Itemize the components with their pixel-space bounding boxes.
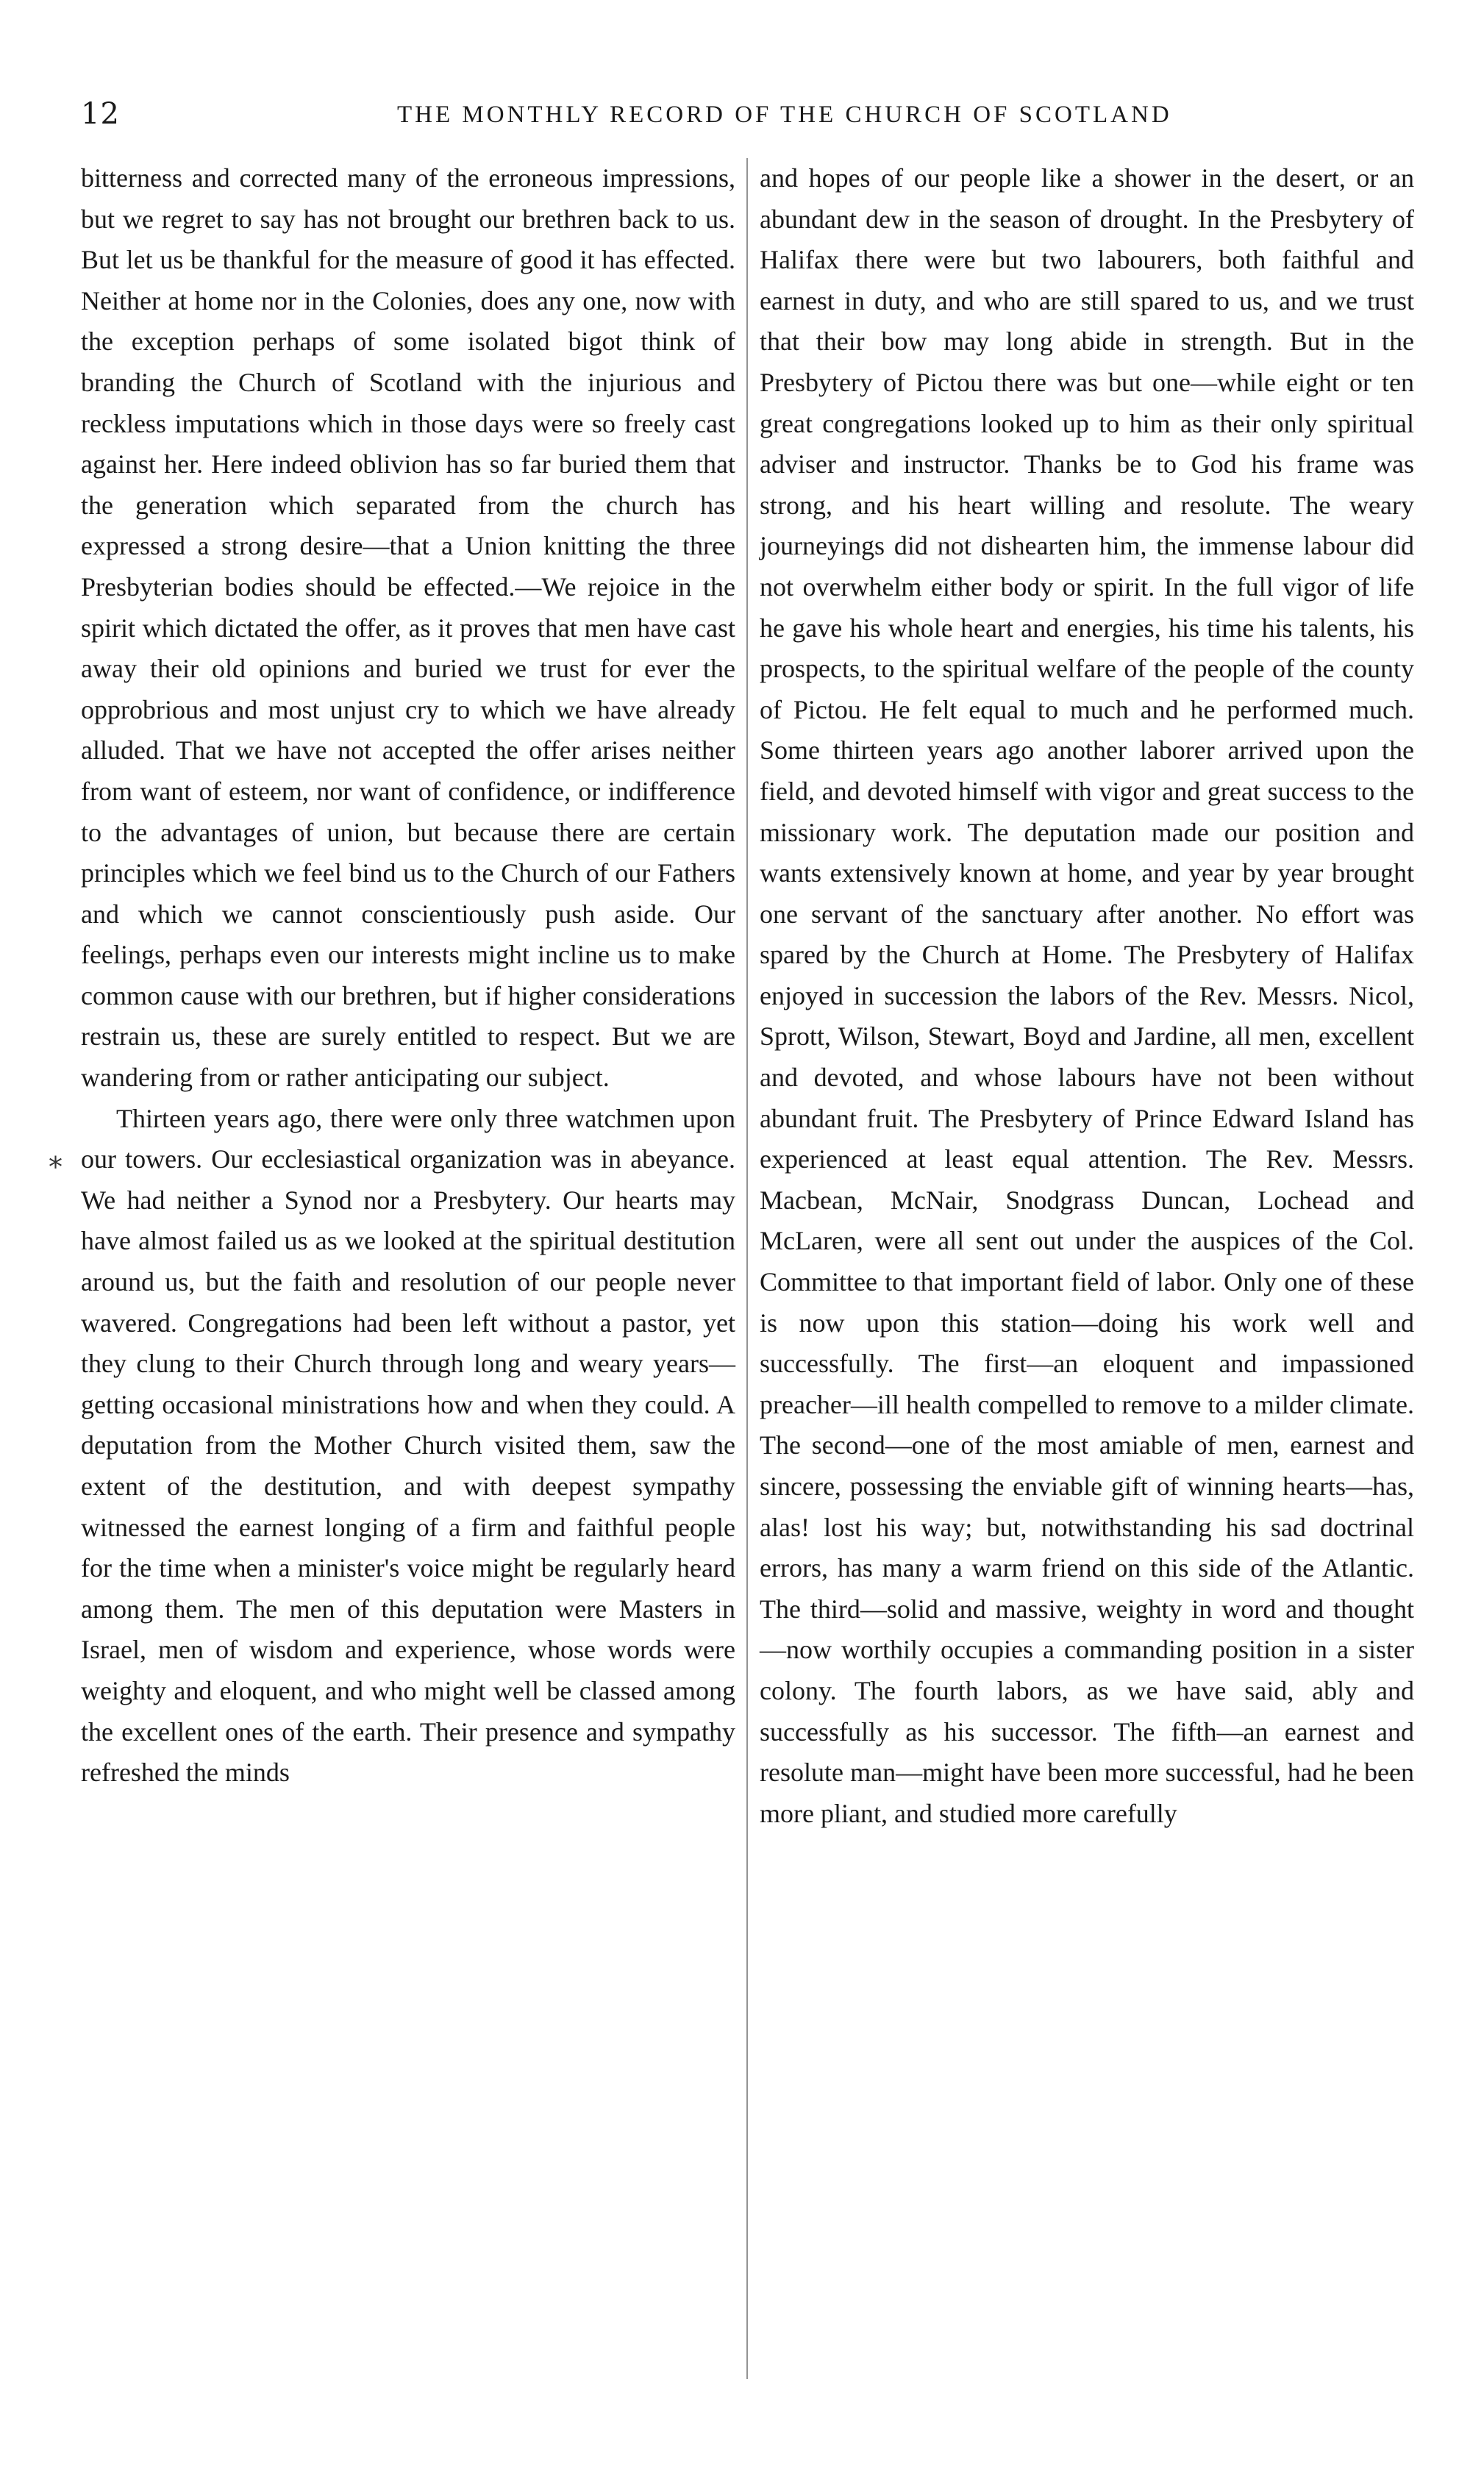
left-paragraph-2: Thirteen years ago, there were only three watchmen upon our towers. Our ecclesiastical organization was in abeyance. We had neither a Synod nor a Presbytery. Our hearts may have almost failed us as we looked at the spiritual destitution around us, but the faith and resolution of our people never wavered. Congregations had been left without a pastor, yet they clung to their Church through long and weary years—getting occasional ministrations how and when they could. A deputation from the Mother Church visited them, saw the extent of the destitution, and with deepest sympathy witnessed the earnest longing of a firm and faithful people for the time when a minister's voice might be regularly heard among them. The men of this deputation were Masters in Israel, men of wisdom and experience, whose words were weighty and eloquent, and who might well be classed among the excellent ones of the earth. Their presence and sympathy refreshed the minds bbox=[81, 1103, 735, 1788]
column-divider bbox=[746, 158, 748, 2379]
right-column bbox=[760, 158, 1414, 1834]
margin-asterisk: * bbox=[49, 1151, 63, 1183]
page-header bbox=[81, 94, 1383, 146]
running-head: THE MONTHLY RECORD OF THE CHURCH OF SCOTLAND bbox=[397, 101, 1172, 128]
right-paragraph-1: and hopes of our people like a shower in the desert, or an abundant dew in the season of drought. In the Presbytery of Halifax there were but two labourers, both faithful and earnest in duty, and who are still spared to us, and we trust that their bow may long abide in strength. But in the Presbytery of Pictou there was but one—while eight or ten great congregations looked up to him as their only spiritual adviser and instructor. Thanks be to God his frame was strong, and his heart willing and resolute. The weary journeyings did not dishearten him, the immense labour did not overwhelm either body or spirit. In the full vigor of life he gave his whole heart and energies, his time his talents, his prospects, to the spiritual welfare of the people of the county of Pictou. He felt equal to much and he performed much. Some thirteen years ago another laborer arrived upon the field, and devoted himself with vigor and great success to the missionary work. The deputation made our position and wants extensively known at home, and year by year brought one servant of the sanctuary after another. No effort was spared by the Church at Home. The Presbytery of Halifax enjoyed in succession the labors of the Rev. Messrs. Nicol, Sprott, Wilson, Stewart, Boyd and Jardine, all men, excellent and devoted, and whose labours have not been without abundant fruit. The Presbytery of Prince Edward Island has experienced at least equal attention. The Rev. Messrs. Macbean, McNair, Snodgrass Duncan, Lochead and McLaren, were all sent out under the auspices of the Col. Committee to that important field of labor. Only one of these is now upon this station—doing his work well and successfully. The first—an eloquent and impassioned preacher—ill health compelled to remove to a milder climate. The second—one of the most amiable of men, earnest and sincere, possessing the enviable gift of winning hearts—has, alas! lost his way; but, notwithstanding his sad doctrinal errors, has many a warm friend on this side of the Atlantic. The third—solid and massive, weighty in word and thought—now worthily occupies a commanding position in a sister colony. The fourth labors, as we have said, ably and successfully as his successor. The fifth—an earnest and resolute man—might have been more successful, had he been more pliant, and studied more carefully bbox=[760, 163, 1414, 1828]
left-paragraph-1: bitterness and corrected many of the erroneous impressions, but we regret to say has not brought our brethren back to us. But let us be thankful for the measure of good it has effected. Neither at home nor in the Colonies, does any one, now with the exception perhaps of some isolated bigot think of branding the Church of Scotland with the injurious and reckless imputations which in those days were so freely cast against her. Here indeed oblivion has so far buried them that the generation which separated from the church has expressed a strong desire—that a Union knitting the three Presbyterian bodies should be effected.—We rejoice in the spirit which dictated the offer, as it proves that men have cast away their old opinions and buried we trust for ever the opprobrious and most unjust cry to which we have already alluded. That we have not accepted the offer arises neither from want of esteem, nor want of confidence, or indifference to the advantages of union, but because there are certain principles which we feel bind us to the Church of our Fathers and which we cannot conscientiously push aside. Our feelings, perhaps even our interests might incline us to make common cause with our brethren, but if higher considerations restrain us, these are surely entitled to respect. But we are wandering from or rather anticipating our subject. bbox=[81, 163, 735, 1093]
page-number: 12 bbox=[81, 97, 120, 131]
left-column bbox=[81, 158, 735, 1794]
